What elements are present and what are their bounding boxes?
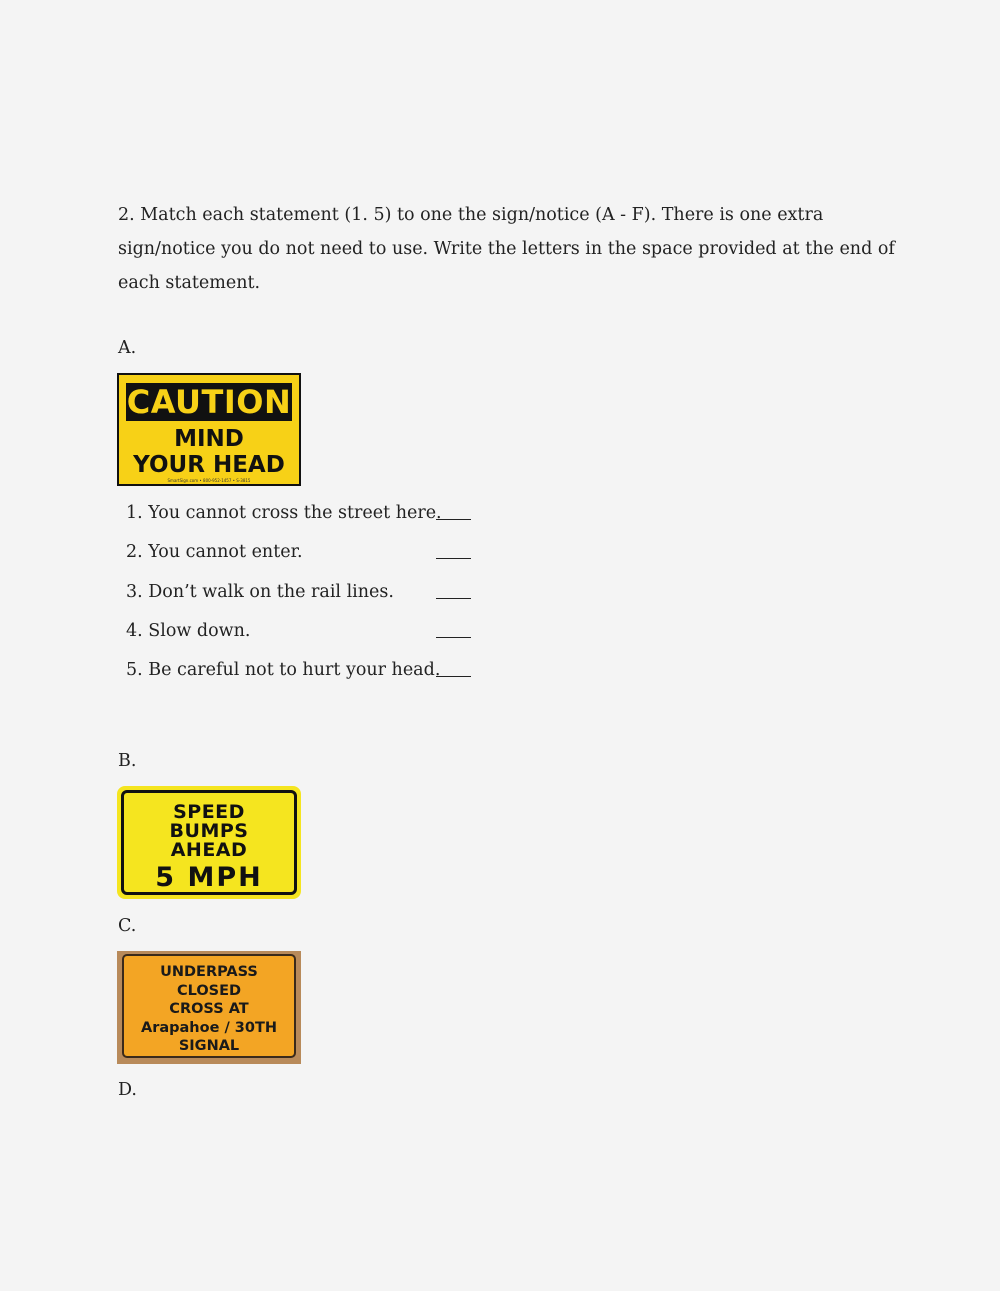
statement-list [126,498,486,694]
instructions: 2. Match each statement (1. 5) to one the sign/notice (A - F). There is one extra sign/notice you do not need to use. Write the letters in the space provided at the end of each statement. [118,205,895,293]
statement-text: 5. Be careful not to hurt your head. [126,660,441,681]
sign-b-line3: AHEAD [170,839,248,861]
answer-blank[interactable] [436,598,471,599]
sign-c-line4: Arapahoe / 30TH [140,1019,278,1036]
answer-blank[interactable] [436,519,471,520]
answer-blank[interactable] [436,558,471,559]
speed-bumps-sign [117,786,301,899]
sign-c-line3: CROSS AT [169,1001,249,1017]
sign-b-line2: BUMPS [169,820,249,842]
sign-a-fine-print: SmartSign.com • 800-952-1457 • S-3815 [167,478,251,483]
caution-mind-your-head-sign [117,373,301,486]
sign-b-line1: SPEED [173,801,245,823]
statement-text: 1. You cannot cross the street here. [126,503,442,523]
label-b: B. [118,751,137,771]
sign-c-line2: CLOSED [176,982,242,999]
statement-item [126,616,486,655]
sign-a-line1: MIND [174,426,244,452]
label-c: C. [118,916,137,936]
underpass-closed-sign [117,951,301,1064]
statement-text: 2. You cannot enter. [126,542,303,563]
sign-a-header: CAUTION [126,383,292,421]
statement-item [126,537,486,576]
sign-a-line2: YOUR HEAD [133,452,285,478]
statement-item [126,577,486,616]
statement-text: 4. Slow down. [126,620,251,641]
label-a: A. [118,338,137,358]
answer-blank[interactable] [436,676,471,677]
sign-c-line5: SIGNAL [178,1038,240,1054]
statement-item [126,655,486,694]
answer-blank[interactable] [436,637,471,638]
statement-text: 3. Don’t walk on the rail lines. [126,581,394,602]
sign-b-line4: 5 MPH [155,862,263,893]
sign-c-line1: UNDERPASS [160,964,258,980]
sign-b-frame [121,790,297,895]
statement-item [126,498,486,537]
label-d: D. [118,1080,137,1100]
sign-c-frame [122,954,296,1058]
